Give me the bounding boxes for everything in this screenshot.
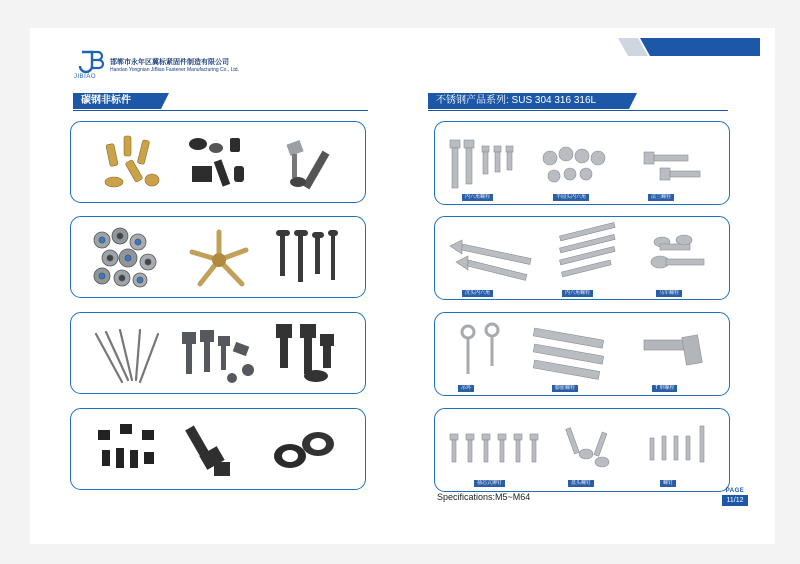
jibiao-logo-icon xyxy=(76,50,106,76)
label-button-head-socket: 半圆头内六角 xyxy=(553,194,589,201)
section-title-carbon-steel: 碳钢非标件 xyxy=(73,93,161,109)
star-bracket-image xyxy=(184,226,254,292)
hex-bolt-with-nut-image xyxy=(184,420,240,484)
carriage-bolts-image xyxy=(270,226,342,292)
company-name-cn: 邯郸市永年区冀标紧固件制造有限公司 xyxy=(110,59,229,66)
label-pan-head-screw: 盘头螺钉 xyxy=(568,480,594,487)
label-screw: 螺钉 xyxy=(660,480,676,487)
page-indicator xyxy=(722,488,748,506)
specifications-text: Specifications:M5~M64 xyxy=(437,492,531,502)
flange-bolts-stainless-image xyxy=(640,140,710,190)
black-fittings-image xyxy=(92,420,164,480)
brass-bolts-image xyxy=(100,130,170,194)
label-flange-bolt: 法兰螺栓 xyxy=(648,194,674,201)
socket-cap-bolts-image xyxy=(446,136,522,192)
button-head-screws-image xyxy=(538,140,610,190)
long-rods-image xyxy=(92,324,164,386)
carriage-bolts-stainless-image xyxy=(648,232,712,282)
label-socket-cap-bolt: 内六角螺栓 xyxy=(462,194,493,201)
label-countersunk-socket: 沉头内六角 xyxy=(462,290,493,297)
page-word: PAGE xyxy=(725,488,745,494)
screws-image xyxy=(644,422,710,472)
socket-head-bolts-image xyxy=(556,228,620,286)
pan-head-screws-image xyxy=(564,424,614,474)
label-carriage-bolt: 马车螺栓 xyxy=(656,290,682,297)
section-title-stainless: 不锈钢产品系列: SUS 304 316 316L xyxy=(428,93,629,109)
blind-rivets-image xyxy=(446,428,544,470)
flange-bolts-image xyxy=(272,320,342,386)
t-bolt-image xyxy=(640,330,710,376)
washer-cluster-image xyxy=(88,226,168,292)
company-name-en: Handan Yongnian JiBiao Fastener Manufacturing Co., Ltd. xyxy=(110,67,239,73)
label-socket-head-bolt: 内六角螺栓 xyxy=(562,290,593,297)
label-expansion-bolt: 膨胀螺栓 xyxy=(552,385,578,392)
countersunk-socket-bolts-image xyxy=(446,232,542,288)
label-eye-bolt: 吊环 xyxy=(458,385,474,392)
section-underline-right xyxy=(428,110,728,111)
eye-bolts-image xyxy=(454,320,510,382)
bolt-assortment-image xyxy=(278,136,346,196)
header-stripe xyxy=(618,38,760,56)
hex-bolts-nuts-image xyxy=(178,326,260,388)
label-blind-rivet: 抽芯式铆钉 xyxy=(474,480,505,487)
black-rings-image xyxy=(270,424,340,476)
expansion-bolts-image xyxy=(530,322,612,384)
section-underline-left xyxy=(73,110,368,111)
label-t-bolt: T 形螺栓 xyxy=(652,385,677,392)
black-nuts-spacers-image xyxy=(186,132,256,194)
logo-text: JIBIAO xyxy=(74,74,97,80)
page-number: 11/12 xyxy=(722,495,748,506)
